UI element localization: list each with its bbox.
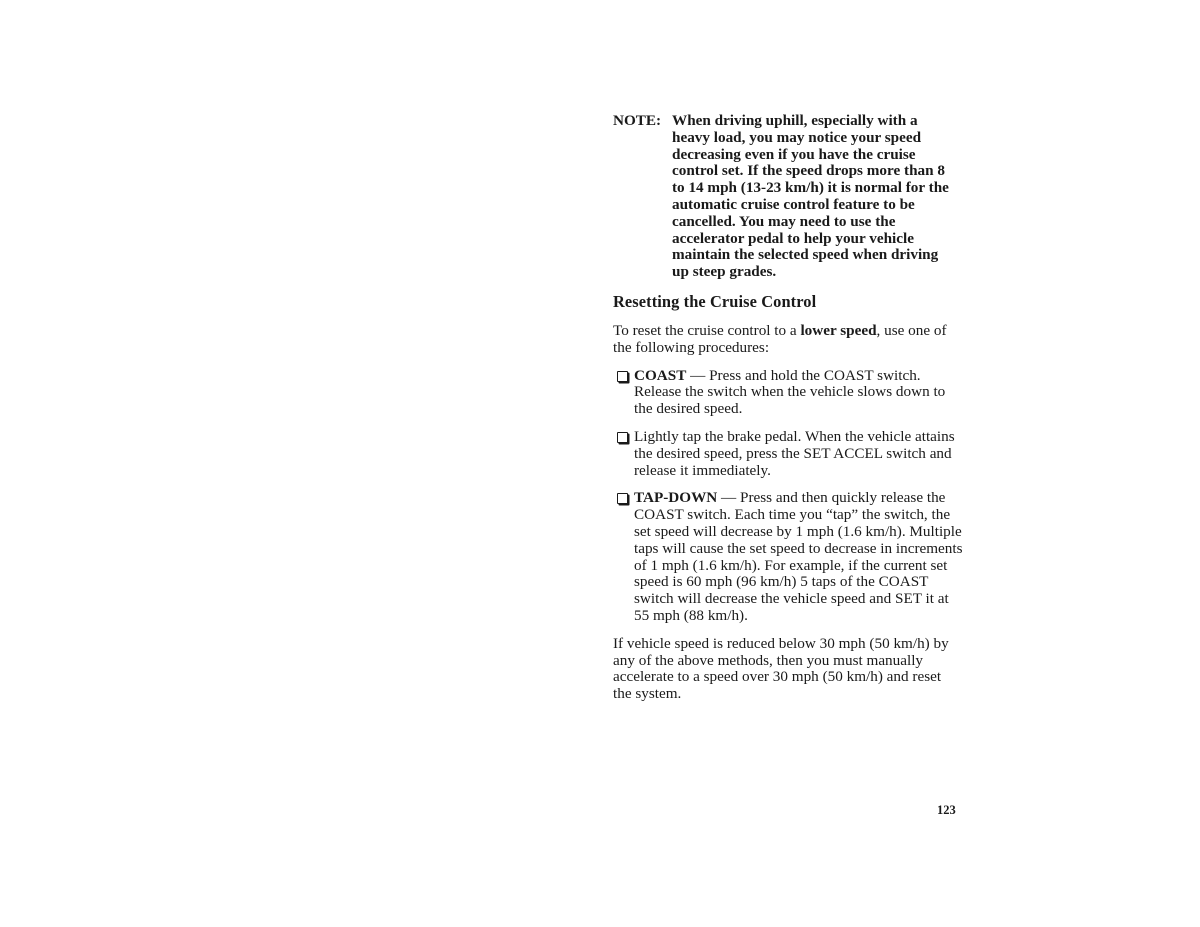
intro-paragraph [613, 323, 958, 357]
procedure-text: — Press and hold the COAST switch. Release the switch when the vehicle slows down to the desired speed. [634, 366, 946, 418]
procedure-title: COAST [634, 366, 687, 384]
procedure-title: TAP-DOWN [634, 489, 718, 507]
procedure-text: — Press and then quickly release the COAST switch. Each time you “tap” the switch, the set speed will decrease by 1 mph (1.6 km/h). Multiple taps will cause the set speed to decrease in increments of 1 mph (1.6 km/h). For example, if the current set speed is 60 mph (96 km/h) 5 taps of the COAST switch will decrease the vehicle speed and SET it at 55 mph (88 km/h). [634, 489, 963, 624]
page-number: 123 [937, 803, 956, 817]
list-item [613, 429, 963, 479]
checkbox-bullet-icon [617, 371, 628, 382]
note-block [613, 113, 963, 281]
note-text: When driving uphill, especially with a heavy load, you may notice your speed decreasing even if you have the cruise control set. If the speed drops more than 8 to 14 mph (13-23 km/h) it is normal for the automatic cruise control feature to be cancelled. You may need to use the accelerator pedal to help your vehicle maintain the selected speed when driving up steep grades. [672, 112, 949, 281]
closing-paragraph: If vehicle speed is reduced below 30 mph (50 km/h) by any of the above methods, then you must manually accelerate to a speed over 30 mph (50 km/h) and reset the system. [613, 634, 949, 703]
checkbox-bullet-icon [617, 432, 628, 443]
section-heading-text: Resetting the Cruise Control [613, 291, 817, 311]
procedure-text: Lightly tap the brake pedal. When the vehicle attains the desired speed, press the SET ACCEL switch and release it immediately. [634, 427, 955, 479]
page-column [613, 113, 963, 703]
intro-bold-text: lower speed [800, 321, 877, 339]
procedure-list [613, 368, 963, 625]
note-label: NOTE: [613, 112, 662, 129]
checkbox-bullet-icon [617, 493, 628, 504]
intro-text-start: To reset the cruise control to a [613, 321, 801, 339]
list-item [613, 490, 963, 624]
intro-text-end: , use one of the following procedures: [613, 321, 947, 356]
section-heading [613, 292, 963, 312]
list-item [613, 368, 963, 418]
